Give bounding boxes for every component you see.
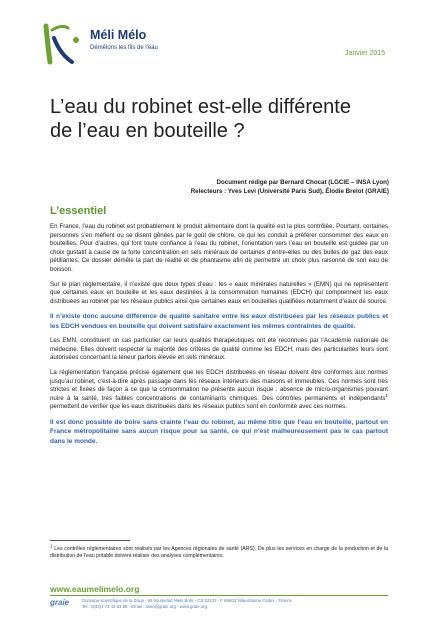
footnote-divider	[50, 540, 130, 541]
graie-logo: graie	[50, 598, 70, 607]
author-line: Document rédigé par Bernard Chocat (LGCIE – INSA Lyon)	[216, 179, 389, 186]
logo-mark-icon	[38, 18, 88, 68]
footnote-ref: 1	[385, 392, 388, 398]
paragraph-text: permettent de vérifier que les eaux distribuées dans les réseaux publics sont en conformité avec ces normes.	[50, 403, 347, 411]
key-paragraph: Il est donc possible de boire sans crainte l’eau du robinet, au même titre que l’eau en bouteille, partout en France métropolitaine sans aucun risque pour sa santé, ce qui n’est malheureusement pas le cas partout dans le monde.	[50, 418, 388, 445]
contact-info	[82, 598, 292, 610]
brand-tagline: Démêlons les fils de l'eau	[90, 45, 158, 51]
contact-address: Domaine scientifique de la Doua - 66 boulevard Niels Bohr - CS 52132 - F 69603 Villeurbanne Cedex - France	[82, 598, 292, 603]
paragraph: Les EMN, constituent un cas particulier car leurs qualités thérapeutiques ont été reconnues par l’Académie nationale de médecine. Elles doivent respecter la majorité des critères de qualité comme les EDCH, mais des particularités leurs sont autorisées concernant la teneur parfois élevée en sels minéraux.	[50, 337, 388, 362]
contact-details: Tel : 0(33)4 72 43 83 68 - Email : asso@graie.org - www.graie.org	[82, 604, 207, 610]
footnote-text: Les contrôles réglementaires sont réalisés par les Agences régionales de santé (ARS). De plus les services en charge de la production et de la distribution de l’eau potable doivent réaliser des analyses complémentaires.	[50, 546, 388, 560]
paragraph	[50, 369, 388, 412]
section-title: L’essentiel	[50, 205, 107, 217]
brand-name: Méli Mélo	[90, 28, 147, 42]
key-paragraph: Il n’existe donc aucune différence de qualité sanitaire entre les eaux distribuées par les réseaux publics et les EDCH vendues en bouteille qui doivent satisfaire exactement les mêmes contraintes de qualité.	[50, 313, 388, 330]
reviewers-line: Relecteurs : Yves Levi (Université Paris Sud), Élodie Brelot (GRAIE)	[190, 188, 389, 195]
paragraph: En France, l’eau du robinet est probablement le produit alimentaire dont la qualité est la plus contrôlée. Pourtant, certaines personnes s’en méfient ou se disent gênées par le goût de chlore, ce qui les conduit à préférer consommer des eaux en bouteilles. Pour d’autres, qui font toute confiance à l’eau du robinet, l’orientation vers l’eau en bouteille est guidée par un choix gustatif à cause de la forte concentration en sels minéraux de certaines d’entre-elles ou des bulles de gaz des eaux pétillantes. Ce dossier démêle la part de réalité et de phantasme afin de permettre un choix plus raisonné de son eau de boisson.	[50, 223, 388, 273]
publication-date: Janvier 2015	[345, 50, 386, 57]
authors-block	[89, 178, 389, 196]
meli-melo-logo	[38, 18, 178, 68]
footer-divider	[50, 595, 388, 596]
paragraph-text: La réglementation française précise également que les EDCH distribuées en réseau doivent être conformes aux normes jusqu’au robinet, c’est-à-dire après passage dans les réseaux intérieurs des maisons et immeubles. Ces normes sont très strictes et fixées de façon à ce que la consommation ne présente aucun risque : absence de micro-organismes pouvant nuire à la santé, très faibles concentrations de contaminants chimiques. Des contrôles permanents et indépendants	[50, 368, 388, 402]
footnote	[50, 543, 388, 560]
footnote-marker: 1	[50, 543, 53, 549]
paragraph: Sur le plan réglementaire, il n’existe que deux types d’eau : les « eaux minérales naturelles » (EMN) qui ne représentent que certaines eaux en bouteille et les eaux destinées à la consommation humaines (EDCH) qui comprennent les eaux distribuées au robinet par les réseaux publics ainsi que certaines eaux en bouteilles qualifiées notamment d’eaux de source.	[50, 280, 388, 305]
document-title: L’eau du robinet est-elle différente de l’eau en bouteille ?	[50, 96, 351, 142]
document-body	[50, 223, 388, 452]
website-link[interactable]: www.eaumelimelo.org	[50, 584, 140, 594]
